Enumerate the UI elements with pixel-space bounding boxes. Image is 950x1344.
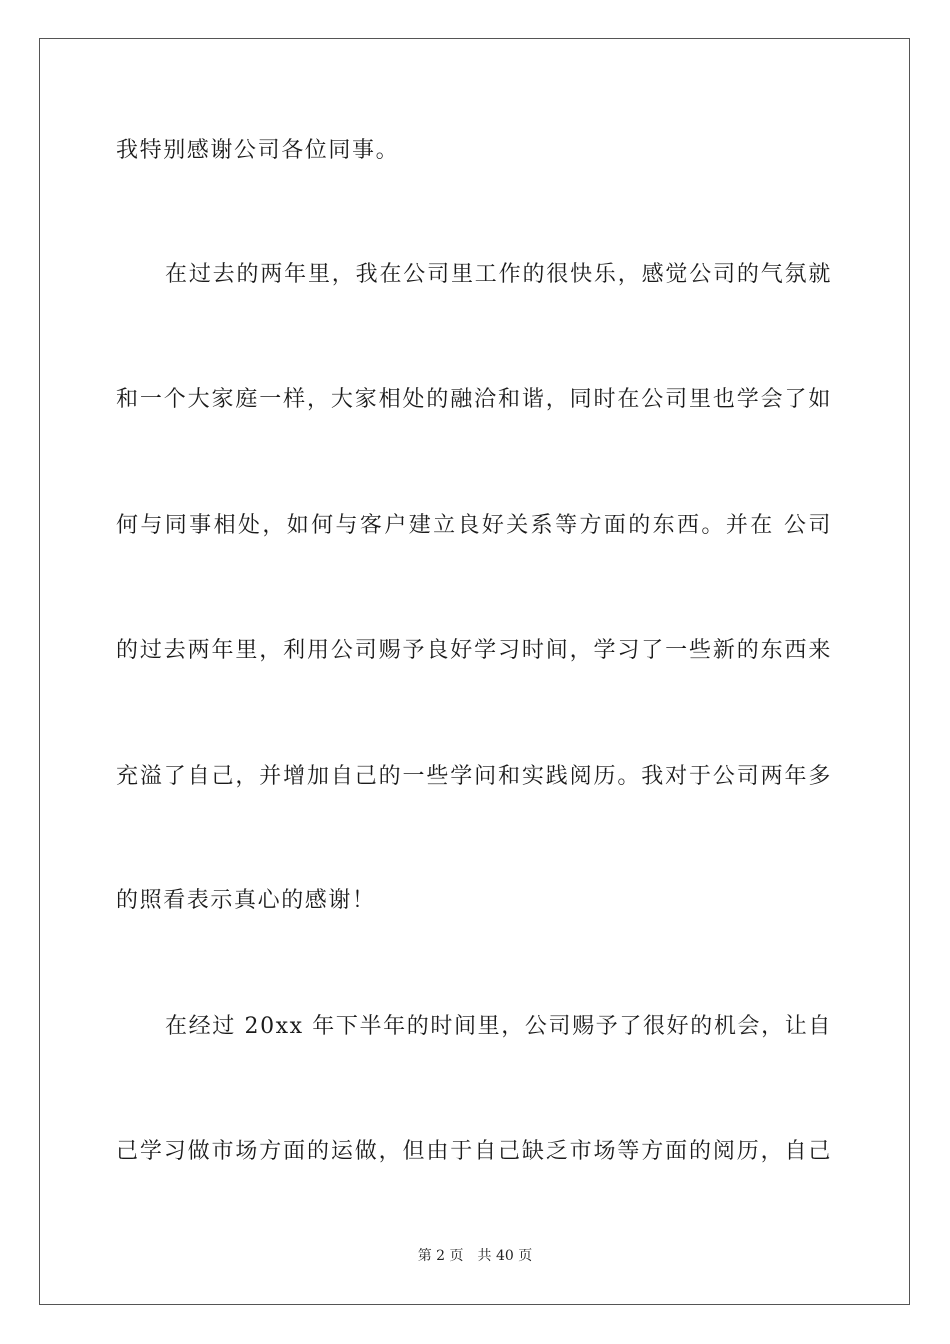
- paragraph-line-2: 在过去的两年里，我在公司里工作的很快乐，感觉公司的气氛就: [165, 262, 832, 287]
- page-number: 第 2 页: [417, 1248, 464, 1264]
- paragraph-line-7: 的照看表示真心的感谢！: [116, 888, 376, 913]
- paragraph-line-9: 己学习做市场方面的运做，但由于自己缺乏市场等方面的阅历，自己: [116, 1139, 832, 1164]
- paragraph-line-1: 我特别感谢公司各位同事。: [116, 138, 400, 163]
- page-footer: [0, 1247, 950, 1265]
- paragraph-line-6: 充溢了自己，并增加自己的一些学问和实践阅历。我对于公司两年多: [116, 764, 832, 789]
- page-total: 共 40 页: [477, 1248, 533, 1264]
- paragraph-line-4: 何与同事相处，如何与客户建立良好关系等方面的东西。并在 公司: [116, 513, 832, 538]
- page-border: [39, 38, 910, 1305]
- paragraph-line-5: 的过去两年里，利用公司赐予良好学习时间，学习了一些新的东西来: [116, 638, 832, 663]
- paragraph-line-3: 和一个大家庭一样，大家相处的融洽和谐，同时在公司里也学会了如: [116, 387, 832, 412]
- paragraph-line-8: 在经过 20xx 年下半年的时间里，公司赐予了很好的机会，让自: [165, 1014, 832, 1039]
